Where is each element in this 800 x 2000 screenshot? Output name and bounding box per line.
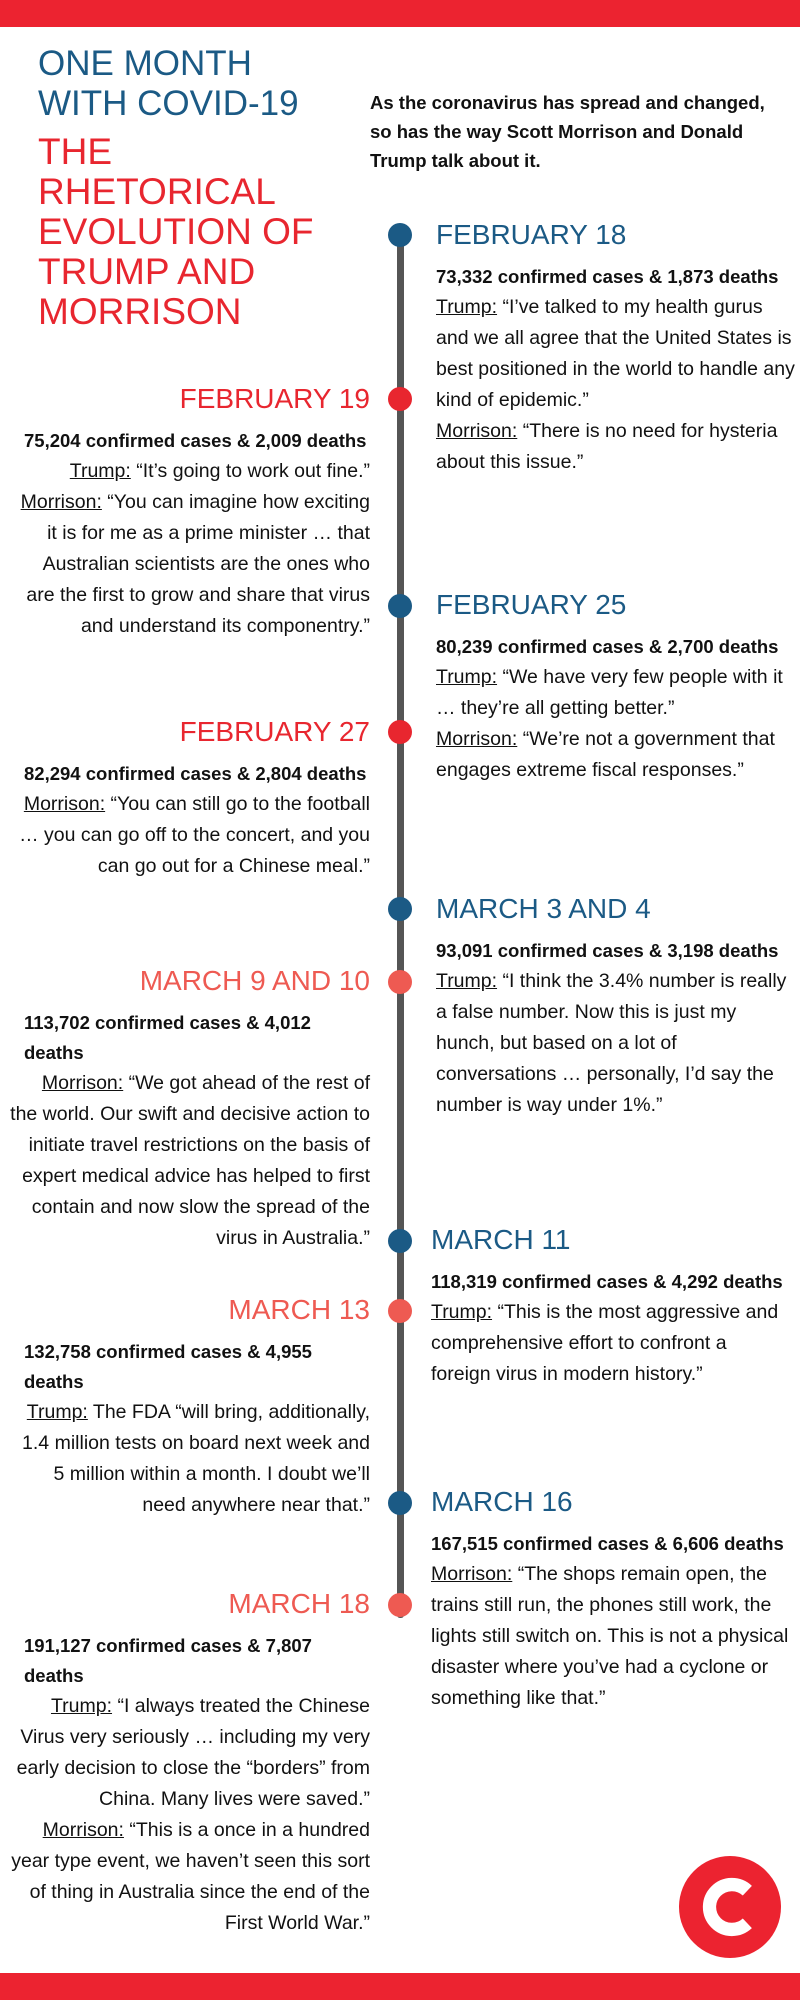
entry-stats: 80,239 confirmed cases & 2,700 deaths bbox=[436, 636, 779, 657]
quote-morrison bbox=[431, 1559, 791, 1714]
bottom-banner-stripe bbox=[0, 1973, 800, 2000]
entry-date: MARCH 16 bbox=[431, 1486, 573, 1517]
timeline-dot-mar-18 bbox=[388, 1593, 412, 1617]
speaker-label: Morrison: bbox=[436, 728, 518, 750]
speaker-label: Trump: bbox=[50, 1695, 113, 1717]
entry-date: MARCH 18 bbox=[228, 1588, 370, 1619]
timeline-entry-mar-9-10 bbox=[10, 964, 370, 1254]
timeline-entry-mar-18 bbox=[10, 1587, 370, 1939]
entry-date: MARCH 3 AND 4 bbox=[436, 893, 651, 924]
title-line-2: WITH COVID-19 bbox=[38, 84, 299, 123]
timeline-entry-mar-3-4 bbox=[436, 892, 796, 1121]
entry-stats: 93,091 confirmed cases & 3,198 deaths bbox=[436, 940, 779, 961]
timeline-dot-mar-3-4 bbox=[388, 897, 412, 921]
quote-text: “You can imagine how exciting it is for me as a prime minister … that Australian scientists are the ones who are the first to grow and share that virus and understand its componentry.” bbox=[26, 491, 370, 637]
speaker-label: Morrison: bbox=[20, 491, 102, 513]
quote-trump bbox=[431, 1297, 791, 1390]
entry-date: FEBRUARY 27 bbox=[179, 716, 370, 747]
entry-stats: 82,294 confirmed cases & 2,804 deaths bbox=[24, 763, 367, 784]
speaker-label: Trump: bbox=[69, 460, 131, 482]
entry-stats: 167,515 confirmed cases & 6,606 deaths bbox=[431, 1533, 784, 1554]
quote-text: “We got ahead of the rest of the world. Our swift and decisive action to initiate travel restrictions on the basis of expert medical advice has helped to first contain and now slow the spread of the virus in Australia.” bbox=[10, 1072, 370, 1249]
entry-stats: 118,319 confirmed cases & 4,292 deaths bbox=[431, 1271, 783, 1292]
speaker-label: Trump: bbox=[431, 1301, 493, 1323]
quote-morrison bbox=[436, 724, 796, 786]
timeline-entry-mar-16 bbox=[431, 1485, 791, 1714]
entry-stats: 191,127 confirmed cases & 7,807 deaths bbox=[24, 1635, 312, 1686]
quote-text: “This is a once in a hundred year type event, we haven’t seen this sort of thing in Australia since the end of the First World War.” bbox=[11, 1819, 370, 1934]
conversation-logo-icon bbox=[679, 1856, 781, 1958]
speaker-label: Morrison: bbox=[431, 1563, 513, 1585]
timeline-entry-feb-19 bbox=[10, 382, 370, 642]
timeline-entry-feb-27 bbox=[10, 715, 370, 882]
quote-text: “I always treated the Chinese Virus very seriously … including my very early decision to close the “borders” from China. Many lives were saved.” bbox=[16, 1695, 370, 1810]
entry-date: FEBRUARY 19 bbox=[179, 383, 370, 414]
quote-text: “We have very few people with it … they’re all getting better.” bbox=[436, 666, 783, 719]
quote-text: “I’ve talked to my health gurus and we all agree that the United States is best positioned in the world to handle any kind of epidemic.” bbox=[436, 296, 795, 411]
speaker-label: Morrison: bbox=[23, 793, 106, 815]
quote-morrison bbox=[10, 487, 370, 642]
quote-morrison bbox=[10, 1068, 370, 1254]
quote-trump bbox=[436, 662, 796, 724]
entry-stats: 132,758 confirmed cases & 4,955 deaths bbox=[24, 1341, 312, 1392]
timeline-dot-mar-9-10 bbox=[388, 970, 412, 994]
quote-text: “There is no need for hysteria about this issue.” bbox=[436, 420, 778, 473]
title-line-1: ONE MONTH bbox=[38, 44, 252, 83]
quote-text: “You can still go to the football … you can go off to the concert, and you can go out for a Chinese meal.” bbox=[19, 793, 370, 877]
quote-text: “We’re not a government that engages extreme fiscal responses.” bbox=[436, 728, 775, 781]
quote-text: “It’s going to work out fine.” bbox=[130, 460, 370, 482]
timeline-axis bbox=[397, 234, 404, 1618]
quote-trump bbox=[10, 1397, 370, 1521]
timeline-entry-mar-13 bbox=[10, 1293, 370, 1521]
timeline-dot-feb-19 bbox=[388, 387, 412, 411]
entry-date: FEBRUARY 25 bbox=[436, 589, 627, 620]
quote-trump bbox=[10, 456, 370, 487]
entry-date: FEBRUARY 18 bbox=[436, 219, 627, 250]
timeline-dot-feb-27 bbox=[388, 720, 412, 744]
main-title bbox=[38, 44, 299, 124]
timeline-dot-feb-18 bbox=[388, 223, 412, 247]
timeline-entry-mar-11 bbox=[431, 1223, 791, 1390]
speaker-label: Trump: bbox=[436, 970, 498, 992]
timeline-dot-feb-25 bbox=[388, 594, 412, 618]
top-banner-stripe bbox=[0, 0, 800, 27]
speaker-label: Trump: bbox=[436, 666, 498, 688]
entry-date: MARCH 11 bbox=[431, 1224, 571, 1255]
quote-morrison bbox=[10, 789, 370, 882]
timeline-dot-mar-11 bbox=[388, 1229, 412, 1253]
quote-text: “I think the 3.4% number is really a false number. Now this is just my hunch, but based on a lot of conversations … personally, I’d say the number is way under 1%.” bbox=[436, 970, 787, 1116]
entry-date: MARCH 9 AND 10 bbox=[139, 965, 370, 996]
quote-morrison bbox=[436, 416, 796, 478]
quote-text: The FDA “will bring, additionally, 1.4 million tests on board next week and 5 million within a month. I doubt we’ll need anywhere near that.” bbox=[22, 1401, 370, 1516]
timeline-dot-mar-13 bbox=[388, 1299, 412, 1323]
quote-trump bbox=[436, 966, 796, 1121]
entry-stats: 73,332 confirmed cases & 1,873 deaths bbox=[436, 266, 779, 287]
speaker-label: Morrison: bbox=[436, 420, 518, 442]
entry-date: MARCH 13 bbox=[228, 1294, 370, 1325]
quote-text: “The shops remain open, the trains still run, the phones still work, the lights still switch on. This is not a physical disaster where you’ve had a cyclone or something like that.” bbox=[431, 1563, 789, 1709]
intro-text: As the coronavirus has spread and changed, so has the way Scott Morrison and Donald Trump talk about it. bbox=[370, 92, 765, 171]
speaker-label: Trump: bbox=[26, 1401, 88, 1423]
speaker-label: Morrison: bbox=[41, 1072, 124, 1094]
speaker-label: Trump: bbox=[436, 296, 498, 318]
timeline-entry-feb-25 bbox=[436, 588, 796, 786]
entry-stats: 113,702 confirmed cases & 4,012 deaths bbox=[24, 1012, 311, 1063]
quote-morrison bbox=[10, 1815, 370, 1939]
quote-trump bbox=[10, 1691, 370, 1815]
timeline-dot-mar-16 bbox=[388, 1491, 412, 1515]
entry-stats: 75,204 confirmed cases & 2,009 deaths bbox=[24, 430, 367, 451]
timeline-entry-feb-18 bbox=[436, 218, 796, 478]
quote-text: “This is the most aggressive and comprehensive effort to confront a foreign virus in modern history.” bbox=[431, 1301, 779, 1385]
subtitle: THE RHETORICAL EVOLUTION OF TRUMP AND MORRISON bbox=[38, 131, 314, 332]
speaker-label: Morrison: bbox=[42, 1819, 124, 1841]
quote-trump bbox=[436, 292, 796, 416]
